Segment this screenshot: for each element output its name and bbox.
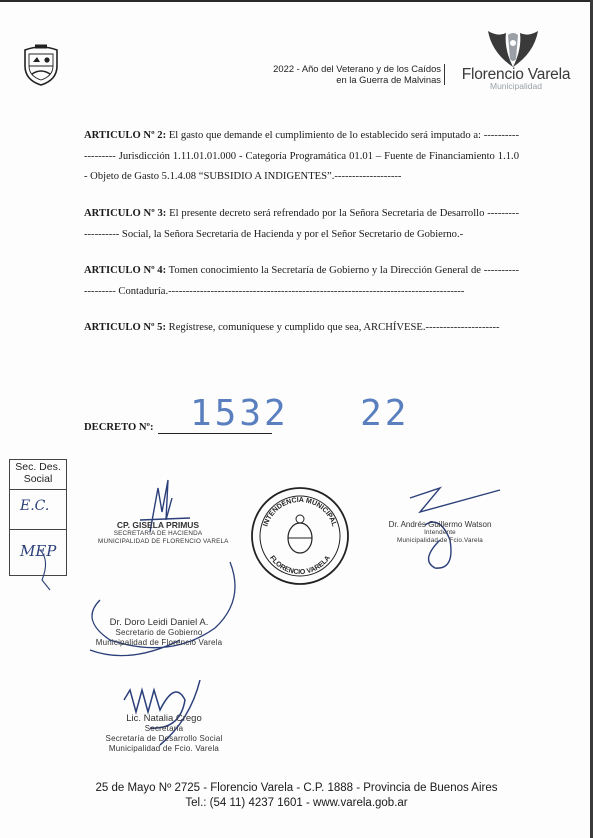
signatory-role: Secretaria — [144, 724, 184, 733]
signature-gobierno — [90, 617, 228, 648]
handwritten-initials-1: E.C. — [20, 498, 50, 514]
secretaria-box-row-2 — [10, 529, 66, 575]
brand-subtitle: Municipalidad — [490, 81, 542, 91]
decreto-number-stamp — [190, 393, 409, 434]
footer-address: 25 de Mayo Nº 2725 - Florencio Varela - C.P. 1888 - Provincia de Buenos Aires — [95, 782, 498, 794]
signatory-name: CP. GISELA PRIMUS — [116, 520, 200, 530]
article-4 — [84, 261, 519, 302]
signatory-role: SECRETARIA DE HACIENDA — [113, 530, 203, 537]
signatory-office: MUNICIPALIDAD DE FLORENCIO VARELA — [98, 537, 229, 545]
article-text: Tomen conocimiento la Secretaría de Gobierno y la Dirección General de ------------------- Contaduría.------------------------------------------------------------------------------------ — [84, 265, 519, 297]
svg-text:FLORENCIO VARELA — [268, 555, 332, 576]
article-3 — [84, 204, 519, 245]
signatory-role: Secretario de Gobierno — [115, 628, 203, 637]
article-2 — [84, 126, 519, 188]
decreto-year: 22 — [360, 393, 410, 434]
article-label: ARTICULO Nº 2: — [84, 130, 167, 141]
motto-line-2: en la Guerra de Malvinas — [336, 74, 441, 85]
municipal-seal — [250, 486, 350, 586]
municipal-brand — [457, 66, 575, 91]
signatory-name: Dr. Andrés Guillermo Watson — [388, 520, 492, 529]
signatory-role: Intendente — [424, 529, 456, 536]
article-label: ARTICULO Nº 4: — [84, 265, 167, 276]
signatory-name: Dr. Doro Leidi Daniel A. — [109, 617, 209, 628]
signatory-office: Municipalidad de Fcio.Varela — [397, 536, 483, 544]
page-top-edge — [0, 0, 593, 2]
year-motto — [211, 63, 441, 85]
signatory-municipality: Municipalidad de Fcio. Varela — [108, 744, 220, 753]
signature-hacienda — [98, 520, 229, 545]
secretaria-box-title-line-2: Social — [23, 472, 53, 485]
secretaria-box-title — [10, 460, 66, 485]
seal-bottom-text: FLORENCIO VARELA — [268, 554, 332, 577]
article-text: El gasto que demande el cumplimiento de lo establecido será imputado a: ------------------- Jurisdicción 1.11.01.01.000 - Categoría Programática 01.01 – Fuente de Financiamiento 1.1.0 - Objeto de Gasto 5.1.4.08 “SUBSIDIO A INDIGENTES”.------------------- — [84, 130, 519, 182]
article-text: El presente decreto será refrendado por la Señora Secretaria de Desarrollo ------------------- Social, la Señora Secretaria de Hacienda y por el Señor Secretario de Gobierno.- — [84, 208, 519, 240]
signature-intendente — [380, 520, 500, 544]
article-label: ARTICULO Nº 5: — [84, 322, 166, 333]
decreto-label: DECRETO Nº: — [84, 422, 154, 433]
motto-line-1: 2022 - Año del Veterano y de los Caídos — [273, 63, 441, 74]
article-text: Regístrese, comuníquese y cumplido que sea, ARCHÍVESE.--------------------- — [166, 322, 500, 333]
signatory-office: Secretaría de Desarrollo Social — [105, 734, 223, 743]
handwritten-initials-2: MEP — [20, 542, 57, 560]
article-label: ARTICULO Nº 3: — [84, 208, 167, 219]
coat-of-arms-icon — [23, 44, 59, 86]
signature-desarrollo-social — [100, 713, 228, 754]
article-5 — [84, 318, 519, 339]
signatory-name: Lic. Natalia Crego — [126, 713, 202, 724]
secretaria-box-row-1 — [10, 489, 66, 530]
footer-contact: Tel.: (54 11) 4237 1601 - www.varela.gob.ar — [185, 797, 408, 809]
decreto-number: 1532 — [190, 393, 289, 434]
brand-name: Florencio Varela — [461, 66, 571, 83]
secretaria-box-title-line-1: Sec. Des. — [15, 461, 61, 473]
header-divider — [444, 64, 445, 85]
municipal-logo-icon — [486, 29, 540, 69]
secretaria-box — [9, 459, 67, 576]
seal-top-text: INTENDENCIA MUNICIPAL — [262, 496, 338, 528]
signatory-office: Municipalidad de Florencio Varela — [95, 638, 223, 647]
